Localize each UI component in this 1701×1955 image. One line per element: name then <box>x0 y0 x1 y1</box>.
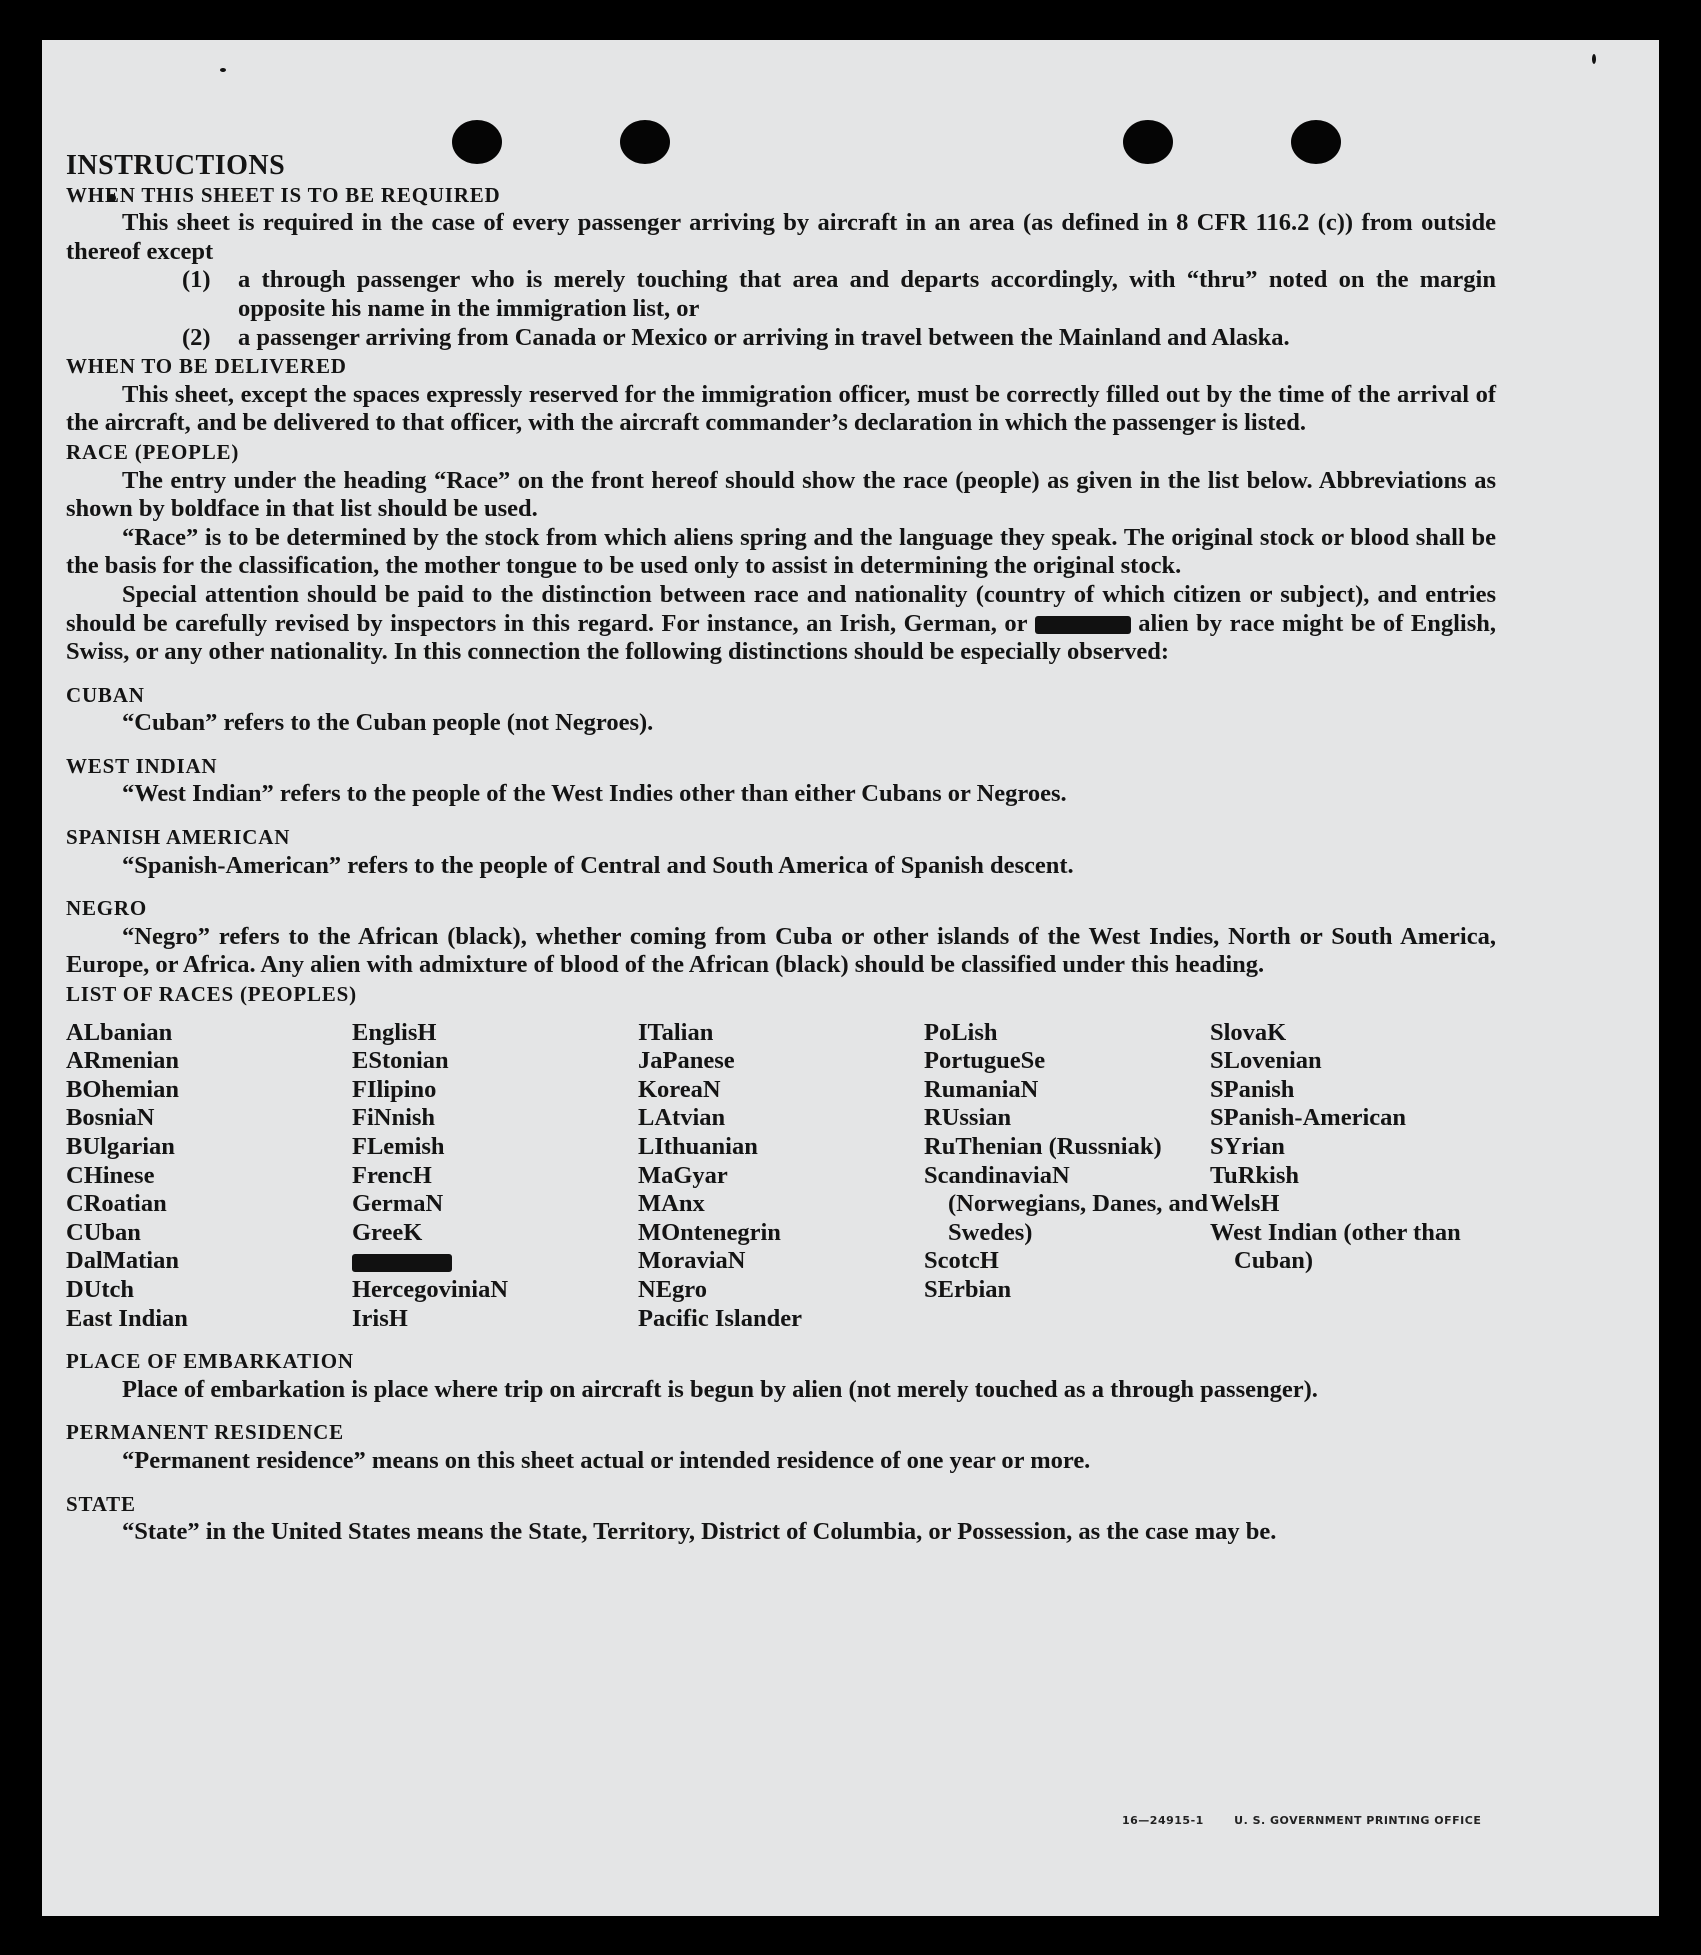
race-item: RUssian <box>924 1104 1012 1132</box>
list-item: (1) a through passenger who is merely touching that area and departs accordingly, with “thru” noted on the margin opposite his name in the immigration list, or <box>182 266 1496 322</box>
race-item: West Indian (other than Cuban) <box>1210 1218 1461 1275</box>
ink-speck <box>220 68 226 72</box>
race-item: East Indian <box>66 1304 188 1332</box>
section-heading-west-indian: WEST INDIAN <box>66 753 218 778</box>
section-heading-required: WHEN THIS SHEET IS TO BE REQUIRED <box>66 182 501 207</box>
race-item: MaGyar <box>638 1161 728 1189</box>
race-item: WelsH <box>1210 1190 1280 1218</box>
section-heading-negro: NEGRO <box>66 896 148 921</box>
race-item: SlovaK <box>1210 1018 1287 1046</box>
race-item: LIthuanian <box>638 1133 758 1160</box>
section-heading-residence: PERMANENT RESIDENCE <box>66 1420 344 1445</box>
race-item: CUban <box>66 1218 141 1246</box>
race-item: BosniaN <box>66 1104 155 1132</box>
race-item: FIlipino <box>352 1075 437 1103</box>
state-text: “State” in the United States means the State, Territory, District of Columbia, or Possession, as the case may be. <box>122 1518 1277 1546</box>
section-heading-cuban: CUBAN <box>66 682 145 707</box>
printer-imprint: U. S. GOVERNMENT PRINTING OFFICE <box>1234 1814 1482 1827</box>
race-item: Pacific Islander <box>638 1304 802 1332</box>
section-heading-delivered: WHEN TO BE DELIVERED <box>66 354 347 379</box>
cuban-text: “Cuban” refers to the Cuban people (not Negroes). <box>122 709 654 737</box>
negro-text: “Negro” refers to the African (black), whether coming from Cuba or other islands of the West Indies, North or South America, Europe, or Africa. Any alien with admixture of blood of the African (black) should be classified under this heading. <box>66 922 1496 979</box>
page-title: INSTRUCTIONS <box>66 150 286 181</box>
race-item: ITalian <box>638 1018 714 1046</box>
race-item: FLemish <box>352 1133 445 1160</box>
race-item: RuThenian (Russniak) <box>924 1133 1162 1160</box>
section-heading-state: STATE <box>66 1491 136 1516</box>
races-column <box>1210 1019 1496 1334</box>
race-item: KoreaN <box>638 1075 721 1103</box>
races-column <box>924 1019 1210 1334</box>
race-item: IrisH <box>352 1304 408 1332</box>
section-heading-race: RACE (PEOPLE) <box>66 439 240 464</box>
race-item: SPanish-American <box>1210 1104 1406 1132</box>
delivered-text: This sheet, except the spaces expressly reserved for the immigration officer, must be correctly filled out by the time of the arrival of the aircraft, and be delivered to that officer, with the aircraft commander’s declaration in which the passenger is listed. <box>66 380 1496 437</box>
section-heading-embarkation: PLACE OF EMBARKATION <box>66 1349 354 1374</box>
race-item: PortugueSe <box>924 1047 1046 1075</box>
ink-speck <box>1592 54 1596 64</box>
race-paragraph-3: Special attention should be paid to the distinction between race and nationality (country of which citizen or subject), and entries should be carefully revised by inspectors in this regard. For instance, an Irish, German, or alien by race might be of English, Swiss, or any other nationality. In this connection the following distinctions should be especially observed: <box>66 580 1497 666</box>
race-item: MAnx <box>638 1190 705 1218</box>
race-item: GermaN <box>352 1190 444 1218</box>
races-column <box>638 1019 924 1334</box>
race-paragraph-2: “Race” is to be determined by the stock from which aliens spring and the language they speak. The original stock or blood shall be the basis for the classification, the mother tongue to be used only to assist in determining the original stock. <box>66 523 1496 580</box>
race-paragraph-1: The entry under the heading “Race” on the front hereof should show the race (people) as given in the list below. Abbreviations as shown by boldface in that list should be used. <box>66 466 1496 523</box>
race-item: SLovenian <box>1210 1047 1322 1075</box>
race-item: MOntenegrin <box>638 1218 781 1246</box>
race-item: GreeK <box>352 1218 423 1246</box>
race-item: SErbian <box>924 1275 1012 1303</box>
redacted-race-item <box>352 1247 638 1276</box>
race-item: EStonian <box>352 1047 449 1075</box>
race-item: HercegoviniaN <box>352 1275 509 1303</box>
section-heading-spanish-american: SPANISH AMERICAN <box>66 825 291 850</box>
redaction-mark <box>1035 616 1131 634</box>
races-column <box>66 1019 352 1334</box>
races-column <box>352 1019 638 1334</box>
race-item: SYrian <box>1210 1133 1285 1160</box>
race-item: LAtvian <box>638 1104 726 1132</box>
form-footer <box>1122 1814 1507 1827</box>
race-item: ScotcH <box>924 1247 999 1275</box>
race-item: DalMatian <box>66 1247 179 1275</box>
races-list <box>66 1019 1496 1334</box>
list-item: (2) a passenger arriving from Canada or Mexico or arriving in travel between the Mainland and Alaska. <box>182 323 1290 351</box>
race-item: EnglisH <box>352 1018 437 1046</box>
race-item: FrencH <box>352 1161 432 1189</box>
redaction-mark <box>352 1254 452 1272</box>
spanish-american-text: “Spanish-American” refers to the people of Central and South America of Spanish descent. <box>122 851 1074 879</box>
race-item: SPanish <box>1210 1075 1295 1103</box>
race-item: ScandinaviaN (Norwegians, Danes, and Swedes) <box>924 1161 1208 1246</box>
race-item: MoraviaN <box>638 1247 746 1275</box>
race-item: PoLish <box>924 1018 998 1046</box>
race-item: ARmenian <box>66 1047 179 1075</box>
race-item: CHinese <box>66 1161 155 1189</box>
race-item: DUtch <box>66 1275 135 1303</box>
required-intro: This sheet is required in the case of every passenger arriving by aircraft in an area (as defined in 8 CFR 116.2 (c)) from outside thereof except <box>66 209 1496 265</box>
race-item: JaPanese <box>638 1047 735 1075</box>
embarkation-text: Place of embarkation is place where trip on aircraft is begun by alien (not merely touched as a through passenger). <box>122 1375 1318 1403</box>
exceptions-list <box>182 266 1496 352</box>
west-indian-text: “West Indian” refers to the people of the West Indies other than either Cubans or Negroes. <box>122 780 1067 808</box>
race-item: ALbanian <box>66 1018 173 1046</box>
race-item: NEgro <box>638 1275 707 1303</box>
race-item: BUlgarian <box>66 1133 175 1160</box>
section-heading-races-list: LIST OF RACES (PEOPLES) <box>66 982 357 1007</box>
residence-text: “Permanent residence” means on this sheet actual or intended residence of one year or more. <box>122 1446 1091 1474</box>
race-item: FiNnish <box>352 1104 436 1132</box>
race-item: RumaniaN <box>924 1075 1039 1103</box>
race-item: TuRkish <box>1210 1161 1300 1189</box>
instructions-content <box>66 152 1496 1547</box>
form-number: 16—24915-1 <box>1122 1814 1204 1827</box>
race-item: BOhemian <box>66 1075 179 1103</box>
race-item: CRoatian <box>66 1190 167 1218</box>
